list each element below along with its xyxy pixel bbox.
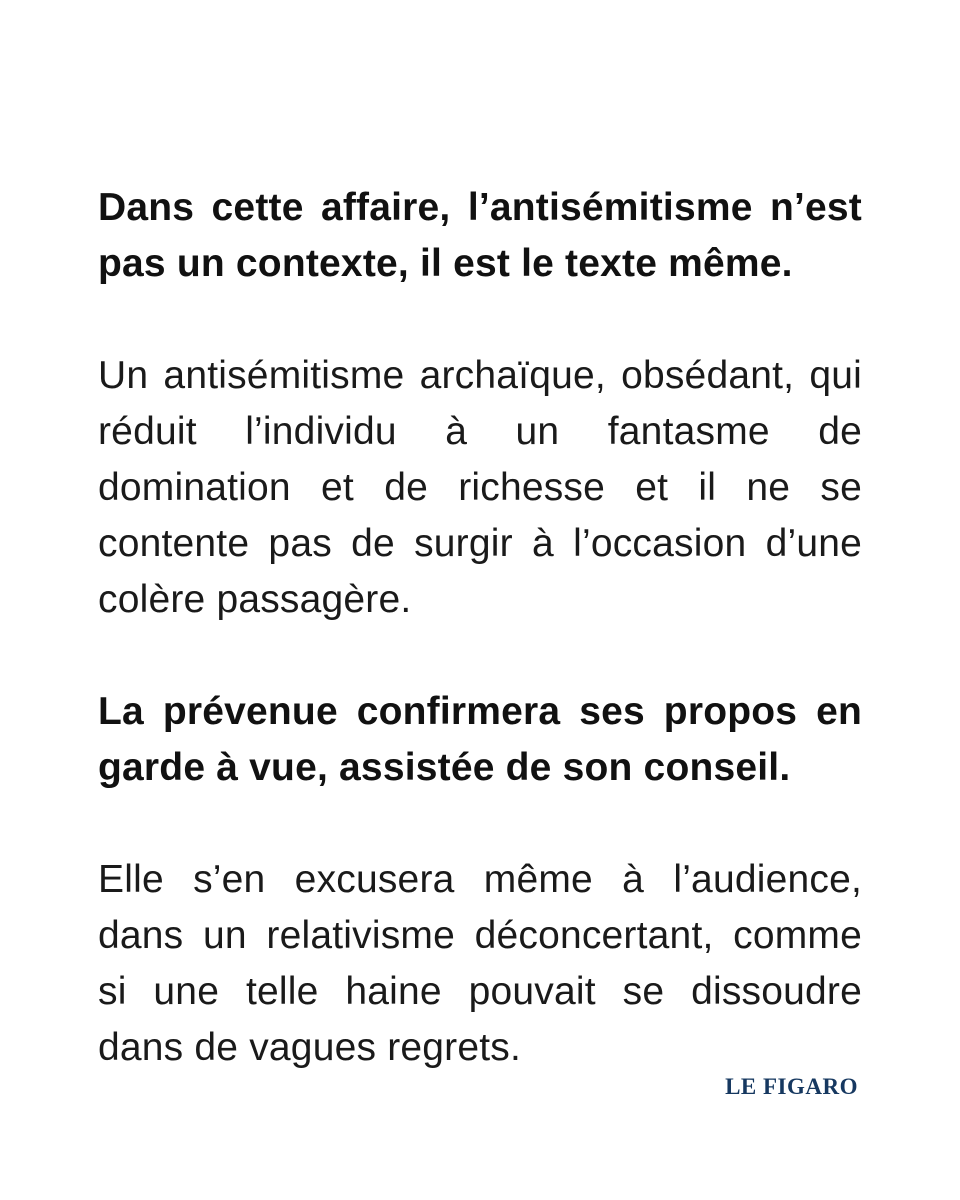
paragraph-gap <box>98 292 862 348</box>
paragraph-gap <box>98 796 862 852</box>
paragraph-3: La prévenue confirmera ses propos en garde à vue, assistée de son conseil. <box>98 690 862 789</box>
paragraph-1: Dans cette affaire, l’antisémitisme n’est pas un contexte, il est le texte même. <box>98 186 862 285</box>
paragraph-2: Un antisémitisme archaïque, obsédant, qui réduit l’individu à un fantasme de domination et de richesse et il ne se contente pas de surgir à l’occasion d’une colère passagère. <box>98 354 862 621</box>
paragraph-gap <box>98 628 862 684</box>
article-quote <box>98 180 862 1076</box>
paragraph-4: Elle s’en excusera même à l’audience, dans un relativisme déconcertant, comme si une telle haine pouvait se dissoudre dans de vagues regrets. <box>98 858 862 1069</box>
le-figaro-logo: LE FIGARO <box>725 1074 858 1099</box>
